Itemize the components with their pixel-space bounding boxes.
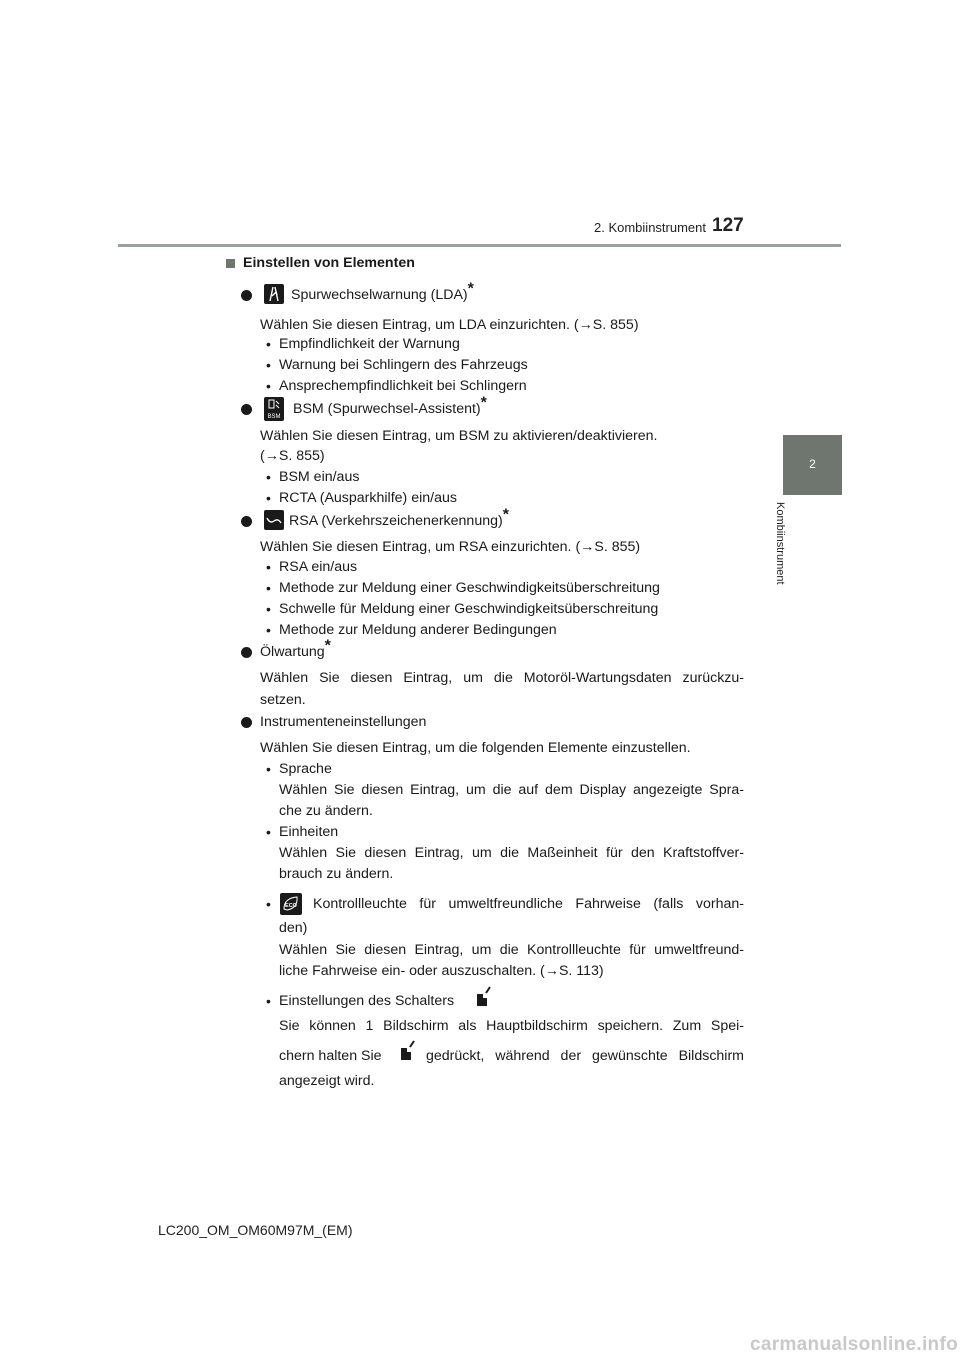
- sprache-line2: che zu ändern.: [279, 803, 373, 819]
- list-item: Ansprechempfindlichkeit bei Schlingern: [279, 378, 527, 394]
- sprache-label: Sprache: [279, 761, 332, 777]
- lda-title: Spurwechselwarnung (LDA)*: [291, 280, 474, 303]
- bullet-dot: [241, 647, 252, 658]
- list-item: RSA ein/aus: [279, 559, 358, 575]
- bsm-reference: (→S. 855): [260, 448, 325, 464]
- list-item: Methode zur Meldung einer Geschwindigkeitsüberschreitung: [279, 580, 660, 596]
- eco-line4: liche Fahrweise ein- oder auszuschalten. (→S. 113): [279, 963, 604, 979]
- lane-departure-icon: [264, 284, 284, 304]
- einheiten-label: Einheiten: [279, 824, 339, 840]
- watermark: carmanualsonline.info: [750, 1334, 958, 1355]
- bullet-dot: [241, 717, 252, 728]
- bullet-dot: [241, 404, 252, 415]
- rsa-title: RSA (Verkehrszeichenerkennung)*: [289, 506, 509, 529]
- hand-switch-icon: [474, 986, 492, 1008]
- oil-description-line2: setzen.: [260, 692, 306, 708]
- switch-line3: angezeigt wird.: [279, 1073, 375, 1089]
- chapter-side-label: [774, 502, 804, 612]
- list-item: Empfindlichkeit der Warnung: [279, 336, 460, 352]
- einheiten-line2: brauch zu ändern.: [279, 866, 394, 882]
- switch-line2b: gedrückt, während der gewünschte Bildschirm: [426, 1048, 744, 1064]
- bullet-dot: [241, 290, 252, 301]
- eco-line1: Kontrollleuchte für umweltfreundliche Fahrweise (falls vorhan-: [313, 896, 744, 912]
- rsa-description: Wählen Sie diesen Eintrag, um RSA einzurichten. (→S. 855): [260, 539, 641, 555]
- heading-square-icon: [226, 259, 235, 268]
- bsm-description: Wählen Sie diesen Eintrag, um BSM zu aktivieren/deaktivieren.: [260, 428, 658, 444]
- list-item: Warnung bei Schlingern des Fahrzeugs: [279, 357, 528, 373]
- oil-title: Ölwartung*: [260, 637, 331, 660]
- oil-description-line1: Wählen Sie diesen Eintrag, um die Motoröl-Wartungsdaten zurückzu-: [260, 670, 744, 686]
- section-title: 2. Kombiinstrument: [594, 220, 706, 235]
- bullet-dot: [241, 516, 252, 527]
- lda-description: Wählen Sie diesen Eintrag, um LDA einzurichten. (→S. 855): [260, 317, 639, 333]
- chapter-tab: [783, 435, 842, 495]
- list-item: RCTA (Ausparkhilfe) ein/aus: [279, 490, 457, 506]
- chapter-number: 2: [809, 457, 816, 471]
- bsm-icon: [264, 397, 284, 421]
- instrument-title: Instrumenteneinstellungen: [260, 714, 427, 730]
- svg-text:BSM: BSM: [267, 414, 281, 420]
- list-item: BSM ein/aus: [279, 469, 360, 485]
- section-heading: Einstellen von Elementen: [243, 255, 415, 271]
- switch-line2a: chern halten Sie: [279, 1048, 382, 1064]
- einheiten-line1: Wählen Sie diesen Eintrag, um die Maßeinheit für den Kraftstoffver-: [279, 845, 744, 861]
- bsm-title: BSM (Spurwechsel-Assistent)*: [293, 394, 487, 417]
- list-item: Methode zur Meldung anderer Bedingungen: [279, 622, 557, 638]
- eco-indicator-icon: [280, 893, 302, 915]
- eco-line3: Wählen Sie diesen Eintrag, um die Kontrollleuchte für umweltfreund-: [279, 942, 744, 958]
- instrument-description: Wählen Sie diesen Eintrag, um die folgenden Elemente einzustellen.: [260, 740, 691, 756]
- page-number: 127: [712, 215, 744, 236]
- eco-line2: den): [279, 920, 308, 936]
- header-divider: [118, 244, 841, 247]
- switch-line1: Sie können 1 Bildschirm als Hauptbildschirm speichern. Zum Spei-: [279, 1018, 744, 1034]
- switch-label: Einstellungen des Schalters: [279, 993, 455, 1009]
- svg-text:ECO: ECO: [285, 903, 297, 909]
- road-sign-icon: [264, 510, 284, 530]
- chapter-label-text: Kombiinstrument: [774, 502, 786, 585]
- document-code: LC200_OM_OM60M97M_(EM): [158, 1222, 353, 1238]
- sprache-line1: Wählen Sie diesen Eintrag, um die auf dem Display angezeigte Spra-: [279, 782, 744, 798]
- list-item: Schwelle für Meldung einer Geschwindigkeitsüberschreitung: [279, 601, 659, 617]
- hand-switch-icon: [398, 1040, 416, 1062]
